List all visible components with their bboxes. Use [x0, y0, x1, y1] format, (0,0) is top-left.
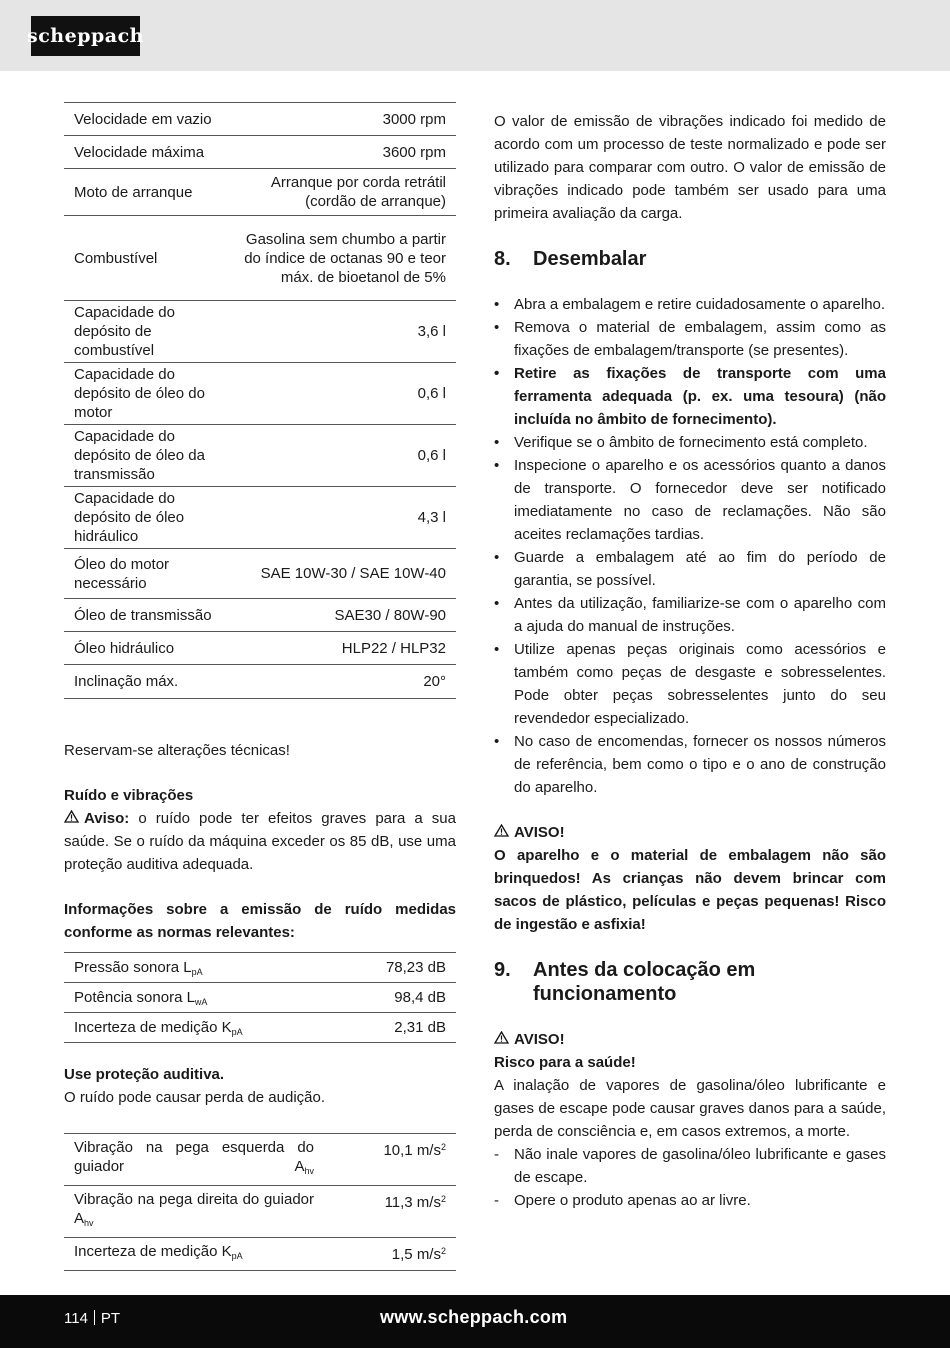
noise-value: 2,31 dB [339, 1013, 456, 1043]
spec-label: Inclinação máx. [64, 665, 244, 699]
brand-logo: scheppach [31, 16, 140, 56]
spec-row [64, 363, 456, 425]
footer-bar [0, 1295, 950, 1348]
spec-label: Capacidade do depósito de combustível [64, 301, 244, 363]
noise-table [64, 952, 456, 1043]
list-item: • Utilize apenas peças originais como acessórios e também como peças de desgaste e sobresselentes. Pode obter peças sobresselentes junto do seu revendedor especializado. [494, 638, 886, 730]
section-9-number: 9. [494, 959, 511, 981]
list-item: - Opere o produto apenas ao ar livre. [494, 1189, 886, 1212]
spec-label: Óleo hidráulico [64, 632, 244, 665]
spec-value: HLP22 / HLP32 [244, 632, 456, 665]
spec-label: Velocidade máxima [64, 136, 244, 169]
vibration-row [64, 1134, 456, 1186]
spec-label: Capacidade do depósito de óleo da transmissão [64, 425, 244, 487]
list-item: • No caso de encomendas, fornecer os nossos números de referência, bem como o tipo e o ano de construção do aparelho. [494, 730, 886, 799]
noise-value: 78,23 dB [339, 953, 456, 983]
spec-label: Capacidade do depósito de óleo hidráulico [64, 487, 244, 549]
spec-value: 3600 rpm [244, 136, 456, 169]
vibration-value-cell [324, 1238, 456, 1271]
warning-2-subtitle: Risco para a saúde! [494, 1054, 636, 1071]
list-item: • Verifique se o âmbito de fornecimento está completo. [494, 431, 886, 454]
list-item: - Não inale vapores de gasolina/óleo lubrificante e gases de escape. [494, 1143, 886, 1189]
noise-warning-text: o ruído pode ter efeitos graves para a sua saúde. Se o ruído da máquina exceder os 85 dB, use uma proteção auditiva adequada. [64, 810, 456, 873]
noise-value: 98,4 dB [339, 983, 456, 1013]
language-code: PT [100, 1310, 121, 1327]
left-column [64, 102, 456, 1271]
spec-label: Velocidade em vazio [64, 103, 244, 136]
vibration-value-exponent: 2 [440, 1142, 446, 1152]
noise-row [64, 953, 456, 983]
spec-row [64, 632, 456, 665]
spec-table [64, 102, 456, 699]
header-bar [0, 0, 950, 71]
spec-value: 3,6 l [244, 301, 456, 363]
row-label: Potência sonora L [74, 988, 195, 1006]
spec-label: Moto de arranque [64, 169, 244, 216]
list-item: • Guarde a embalagem até ao fim do período de garantia, se possível. [494, 546, 886, 592]
warning-2-label: AVISO! [514, 1031, 565, 1048]
spec-value: SAE 10W-30 / SAE 10W-40 [244, 549, 456, 599]
warning-2-text: A inalação de vapores de gasolina/óleo lubrificante e gases de escape pode causar graves danos para a saúde, perda de consciência e, em casos extremos, a morte. [494, 1077, 886, 1140]
noise-warning [64, 807, 456, 876]
vibration-label-cell [64, 1134, 324, 1186]
noise-warning-label: Aviso: [84, 810, 130, 827]
warning-icon [494, 1028, 509, 1051]
noise-title: Ruído e vibrações [64, 787, 194, 804]
spec-row [64, 216, 456, 301]
spec-value: 0,6 l [244, 425, 456, 487]
list-item: • Antes da utilização, familiarize-se com o aparelho com a ajuda do manual de instruções. [494, 592, 886, 638]
section-8-title: Desembalar [533, 248, 647, 270]
spec-row [64, 549, 456, 599]
row-label: Vibração na pega esquerda do guiador A [74, 1139, 314, 1175]
row-label: Vibração na pega direita do guiador A [74, 1191, 314, 1227]
spec-value: SAE30 / 80W-90 [244, 599, 456, 632]
hearing-text: O ruído pode causar perda de audição. [64, 1089, 326, 1106]
row-label: Incerteza de medição K [74, 1243, 232, 1260]
hearing-title: Use proteção auditiva. [64, 1066, 225, 1083]
section-9-title: Antes da colocação em funcionamento [533, 959, 756, 1005]
warning-1-text: O aparelho e o material de embalagem não são brinquedos! As crianças não devem brincar com sacos de plástico, películas e peças pequenas! Risco de ingestão e asfixia! [494, 847, 886, 933]
vibration-value: 11,3 m/s [384, 1194, 441, 1211]
unpack-list [494, 293, 886, 799]
spec-label: Óleo de transmissão [64, 599, 244, 632]
vibration-row [64, 1186, 456, 1238]
noise-row [64, 983, 456, 1013]
section-8-heading [494, 247, 886, 271]
right-column [494, 110, 886, 1212]
vibration-value-exponent: 2 [440, 1194, 446, 1204]
spec-value: 4,3 l [244, 487, 456, 549]
row-label-subscript: pA [231, 1251, 243, 1261]
vibration-table [64, 1133, 456, 1271]
row-label-subscript: pA [231, 1026, 243, 1037]
vibration-label-cell [64, 1238, 324, 1271]
spec-value: 3000 rpm [244, 103, 456, 136]
spec-value: Gasolina sem chumbo a partir do índice de octanas 90 e teor máx. de bioetanol de 5% [244, 216, 456, 301]
list-item: • Retire as fixações de transporte com uma ferramenta adequada (p. ex. uma tesoura) (não incluída no âmbito de fornecimento). [494, 362, 886, 431]
noise-label-cell [64, 1013, 339, 1043]
vibration-value-cell [324, 1186, 456, 1238]
row-label-subscript: wA [194, 996, 208, 1007]
warning-icon [494, 821, 509, 844]
warning-1-title [494, 821, 886, 844]
spec-row [64, 103, 456, 136]
spec-value: 0,6 l [244, 363, 456, 425]
noise-label-cell [64, 983, 339, 1013]
spec-label: Capacidade do depósito de óleo do motor [64, 363, 244, 425]
spec-value: Arranque por corda retrátil (cordão de arranque) [244, 169, 456, 216]
spec-value: 20° [244, 665, 456, 699]
noise-label-cell [64, 953, 339, 983]
warning-1-label: AVISO! [514, 824, 565, 841]
spec-label: Óleo do motor necessário [64, 549, 244, 599]
health-list [494, 1143, 886, 1212]
row-label: Pressão sonora L [74, 958, 192, 976]
spec-row [64, 599, 456, 632]
spec-row [64, 301, 456, 363]
reserve-note: Reservam-se alterações técnicas! [64, 742, 290, 759]
row-label: Incerteza de medição K [74, 1018, 232, 1036]
footer-separator [94, 1310, 95, 1325]
page-number: 114 [64, 1310, 88, 1327]
spec-row [64, 665, 456, 699]
spec-row [64, 487, 456, 549]
list-item: • Inspecione o aparelho e os acessórios quanto a danos de transporte. O fornecedor deve ser notificado imediatamente no caso de reclamações. Não são aceites reclamações tardias. [494, 454, 886, 546]
noise-row [64, 1013, 456, 1043]
list-item: • Abra a embalagem e retire cuidadosamente o aparelho. [494, 293, 886, 316]
spec-row [64, 169, 456, 216]
page-indicator [64, 1310, 120, 1327]
vibration-paragraph: O valor de emissão de vibrações indicado foi medido de acordo com um processo de teste normalizado e pode ser utilizado para comparar com outro. O valor de emissão de vibrações indicado pode também ser usado para uma primeira avaliação da carga. [494, 113, 886, 222]
spec-row [64, 425, 456, 487]
row-label-subscript: hv [84, 1218, 94, 1228]
noise-info-title: Informações sobre a emissão de ruído medidas conforme as normas relevantes: [64, 901, 456, 941]
section-9-heading [494, 958, 886, 1006]
row-label-subscript: pA [191, 966, 203, 977]
vibration-value: 1,5 m/s [391, 1246, 441, 1263]
vibration-label-cell [64, 1186, 324, 1238]
vibration-row [64, 1238, 456, 1271]
section-8-number: 8. [494, 248, 511, 270]
row-label-subscript: hv [304, 1166, 314, 1176]
spec-label: Combustível [64, 216, 244, 301]
website-link[interactable]: www.scheppach.com [380, 1307, 568, 1327]
vibration-value-cell [324, 1134, 456, 1186]
warning-2-title [494, 1028, 886, 1051]
spec-row [64, 136, 456, 169]
vibration-value-exponent: 2 [440, 1246, 446, 1256]
list-item: • Remova o material de embalagem, assim como as fixações de embalagem/transporte (se presentes). [494, 316, 886, 362]
warning-icon [64, 807, 79, 830]
vibration-value: 10,1 m/s [383, 1142, 441, 1159]
